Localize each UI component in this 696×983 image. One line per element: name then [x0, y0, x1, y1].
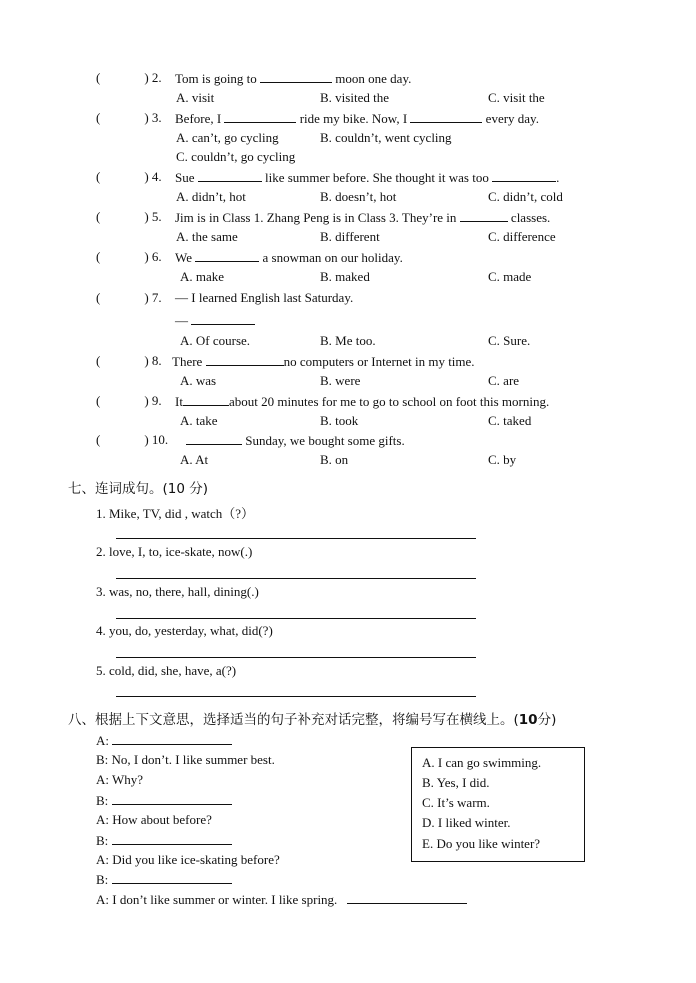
- blank[interactable]: [260, 70, 332, 83]
- blank[interactable]: [183, 393, 229, 406]
- answer-line-4[interactable]: [116, 657, 476, 658]
- option-b: B. couldn’t, went cycling: [320, 130, 452, 145]
- question-6: We a snowman on our holiday.: [175, 250, 403, 265]
- blank[interactable]: [224, 110, 296, 123]
- reorder-item-1: 1. Mike, TV, did , watch（?）: [96, 506, 255, 521]
- option-c: C. couldn’t, go cycling: [176, 149, 296, 164]
- option-a: A. can’t, go cycling: [176, 130, 279, 145]
- option-a: A. make: [180, 269, 225, 284]
- blank[interactable]: [206, 353, 284, 366]
- option-b: B. took: [320, 413, 359, 428]
- reorder-item-3: 3. was, no, there, hall, dining(.): [96, 584, 259, 599]
- answer-paren-10[interactable]: ( ) 10.: [96, 432, 169, 447]
- dialogue-line-b3: B:: [96, 832, 232, 849]
- answer-line-1[interactable]: [116, 538, 476, 539]
- dialogue-line-b2: B:: [96, 792, 232, 809]
- answer-paren-6[interactable]: ( ) 6.: [96, 249, 162, 264]
- blank[interactable]: [492, 169, 556, 182]
- option-a: A. At: [180, 452, 209, 467]
- option-b: B. doesn’t, hot: [320, 189, 397, 204]
- blank[interactable]: [460, 209, 508, 222]
- option-c: C. Sure.: [488, 333, 531, 348]
- option-a: A. the same: [176, 229, 238, 244]
- answer-line-3[interactable]: [116, 618, 476, 619]
- question-9: It about 20 minutes for me to go to school on foot this morning.: [175, 394, 550, 409]
- option-c: C. made: [488, 269, 532, 284]
- answer-paren-4[interactable]: ( ) 4.: [96, 169, 162, 184]
- question-4: Sue like summer before. She thought it was too .: [175, 170, 560, 185]
- blank[interactable]: [191, 312, 255, 325]
- option-b: B. Me too.: [320, 333, 376, 348]
- option-b: B. different: [320, 229, 380, 244]
- blank[interactable]: [112, 871, 232, 884]
- blank[interactable]: [112, 832, 232, 845]
- option-b: B. on: [320, 452, 349, 467]
- option-a: A. take: [180, 413, 218, 428]
- question-5: Jim is in Class 1. Zhang Peng is in Class 3. They’re in classes.: [175, 210, 551, 225]
- option-c: C. by: [488, 452, 517, 467]
- option-c: C. taked: [488, 413, 532, 428]
- section-7-heading: 七、连词成句。(10 分): [68, 481, 209, 497]
- option-c: C. visit the: [488, 90, 545, 105]
- dialogue-line-a1: A:: [96, 732, 232, 749]
- answer-paren-3[interactable]: ( ) 3.: [96, 110, 162, 125]
- blank[interactable]: [186, 432, 242, 445]
- blank[interactable]: [198, 169, 262, 182]
- reorder-item-4: 4. you, do, yesterday, what, did(?): [96, 623, 273, 638]
- answer-paren-5[interactable]: ( ) 5.: [96, 209, 162, 224]
- dialogue-line-a2: A: Why?: [96, 772, 144, 787]
- option-item: A. I can go swimming.: [422, 755, 542, 770]
- option-a: A. was: [180, 373, 217, 388]
- option-c: C. difference: [488, 229, 556, 244]
- answer-paren-2[interactable]: ( ) 2.: [96, 70, 162, 85]
- option-item: E. Do you like winter?: [422, 836, 541, 851]
- section-8-heading: 八、根据上下文意思，选择适当的句子补充对话完整，将编号写在横线上。(10分): [68, 712, 557, 728]
- option-a: A. visit: [176, 90, 215, 105]
- dialogue-line-b4: B:: [96, 871, 232, 888]
- blank[interactable]: [347, 891, 467, 904]
- reorder-item-5: 5. cold, did, she, have, a(?): [96, 663, 237, 678]
- question-2: Tom is going to moon one day.: [175, 71, 412, 86]
- blank[interactable]: [195, 249, 259, 262]
- options-box: [411, 747, 585, 862]
- dialogue-line-a5: A: I don’t like summer or winter. I like spring.: [96, 891, 467, 908]
- question-8: There no computers or Internet in my time.: [172, 354, 475, 369]
- question-10: Sunday, we bought some gifts.: [186, 432, 405, 449]
- answer-line-5[interactable]: [116, 696, 476, 697]
- option-b: B. visited the: [320, 90, 389, 105]
- answer-paren-7[interactable]: ( ) 7.: [96, 290, 162, 305]
- answer-paren-9[interactable]: ( ) 9.: [96, 393, 162, 408]
- dialogue-line-a3: A: How about before?: [96, 812, 212, 827]
- reorder-item-2: 2. love, I, to, ice-skate, now(.): [96, 544, 253, 559]
- option-c: C. didn’t, cold: [488, 189, 563, 204]
- question-3: Before, I ride my bike. Now, I every day.: [175, 111, 539, 126]
- question-7-response: —: [175, 312, 255, 329]
- blank[interactable]: [112, 732, 232, 745]
- option-b: B. maked: [320, 269, 370, 284]
- blank[interactable]: [112, 792, 232, 805]
- option-b: B. were: [320, 373, 361, 388]
- option-item: C. It’s warm.: [422, 795, 490, 810]
- option-item: B. Yes, I did.: [422, 775, 490, 790]
- answer-line-2[interactable]: [116, 578, 476, 579]
- answer-paren-8[interactable]: ( ) 8.: [96, 353, 162, 368]
- blank[interactable]: [410, 110, 482, 123]
- option-a: A. didn’t, hot: [176, 189, 246, 204]
- dialogue-line-b1: B: No, I don’t. I like summer best.: [96, 752, 275, 767]
- option-c: C. are: [488, 373, 520, 388]
- option-a: A. Of course.: [180, 333, 251, 348]
- option-item: D. I liked winter.: [422, 815, 511, 830]
- question-7: — I learned English last Saturday.: [175, 290, 354, 305]
- dialogue-line-a4: A: Did you like ice-skating before?: [96, 852, 280, 867]
